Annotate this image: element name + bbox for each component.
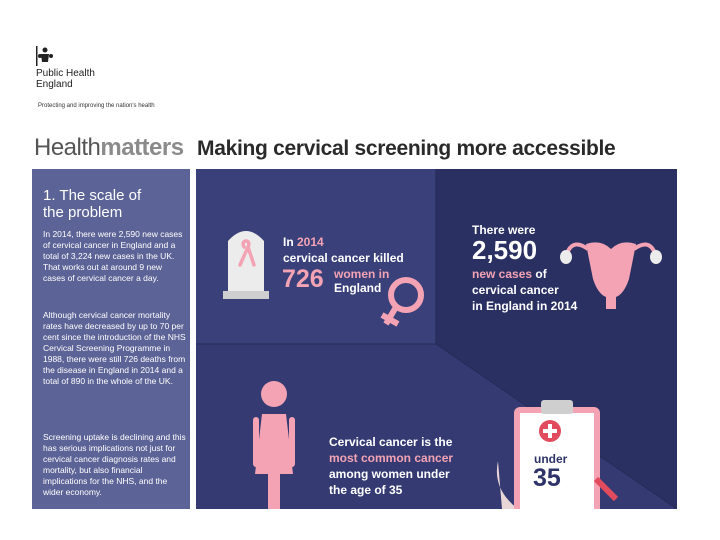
- clipboard-label: under: [534, 452, 568, 466]
- gravestone-icon: [223, 231, 269, 299]
- tile3-line4: the age of 35: [329, 483, 403, 497]
- tile1-line4: England: [334, 281, 382, 295]
- paragraph-cases: In 2014, there were 2,590 new cases of cervical cancer in England and a total of 3,224 new cases in the UK. That works out at around 9 new cases of cervical cancer a day.: [43, 229, 183, 283]
- tile2-line1: There were: [472, 223, 536, 237]
- paragraph-uptake: Screening uptake is declining and this has serious implications not just for cervical cancer diagnosis rates and mortality, but also financial implications for the NHS, and the wider economy.: [43, 432, 186, 497]
- clipboard-number: 35: [533, 464, 561, 492]
- paragraph-mortality: Although cervical cancer mortality rates have decreased by up to 70 per cent since the introduction of the NHS Cervical Screening Programme in 1988, there were still 726 deaths from the disease in England in 2014 and a total of 890 in the whole of the UK.: [43, 310, 186, 386]
- tile3-line1: Cervical cancer is the: [329, 435, 453, 449]
- infographic-panel: [196, 169, 677, 509]
- royal-crest-icon: [36, 46, 58, 66]
- tagline: Protecting and improving the nation's health: [38, 103, 155, 109]
- tile2-line2: new cases of: [472, 267, 547, 281]
- tile3-line3: among women under: [329, 467, 450, 481]
- tile1-number: 726: [282, 265, 324, 293]
- tile1-line3: women in: [334, 267, 390, 281]
- health-matters-brand: Healthmatters: [34, 134, 184, 161]
- tile2-line3: cervical cancer: [472, 283, 559, 297]
- page-title: Making cervical screening more accessible: [197, 137, 616, 160]
- tile1-line1: In 2014: [283, 235, 324, 249]
- tile3-line2: most common cancer: [329, 451, 454, 465]
- tile2-number: 2,590: [472, 235, 538, 265]
- panel-heading: 1. The scale of the problem: [43, 187, 142, 221]
- scale-of-problem-panel: [32, 169, 190, 509]
- tile1-line2: cervical cancer killed: [283, 251, 404, 265]
- tile2-line4: in England in 2014: [472, 299, 578, 313]
- org-name: Public Health England: [36, 68, 95, 90]
